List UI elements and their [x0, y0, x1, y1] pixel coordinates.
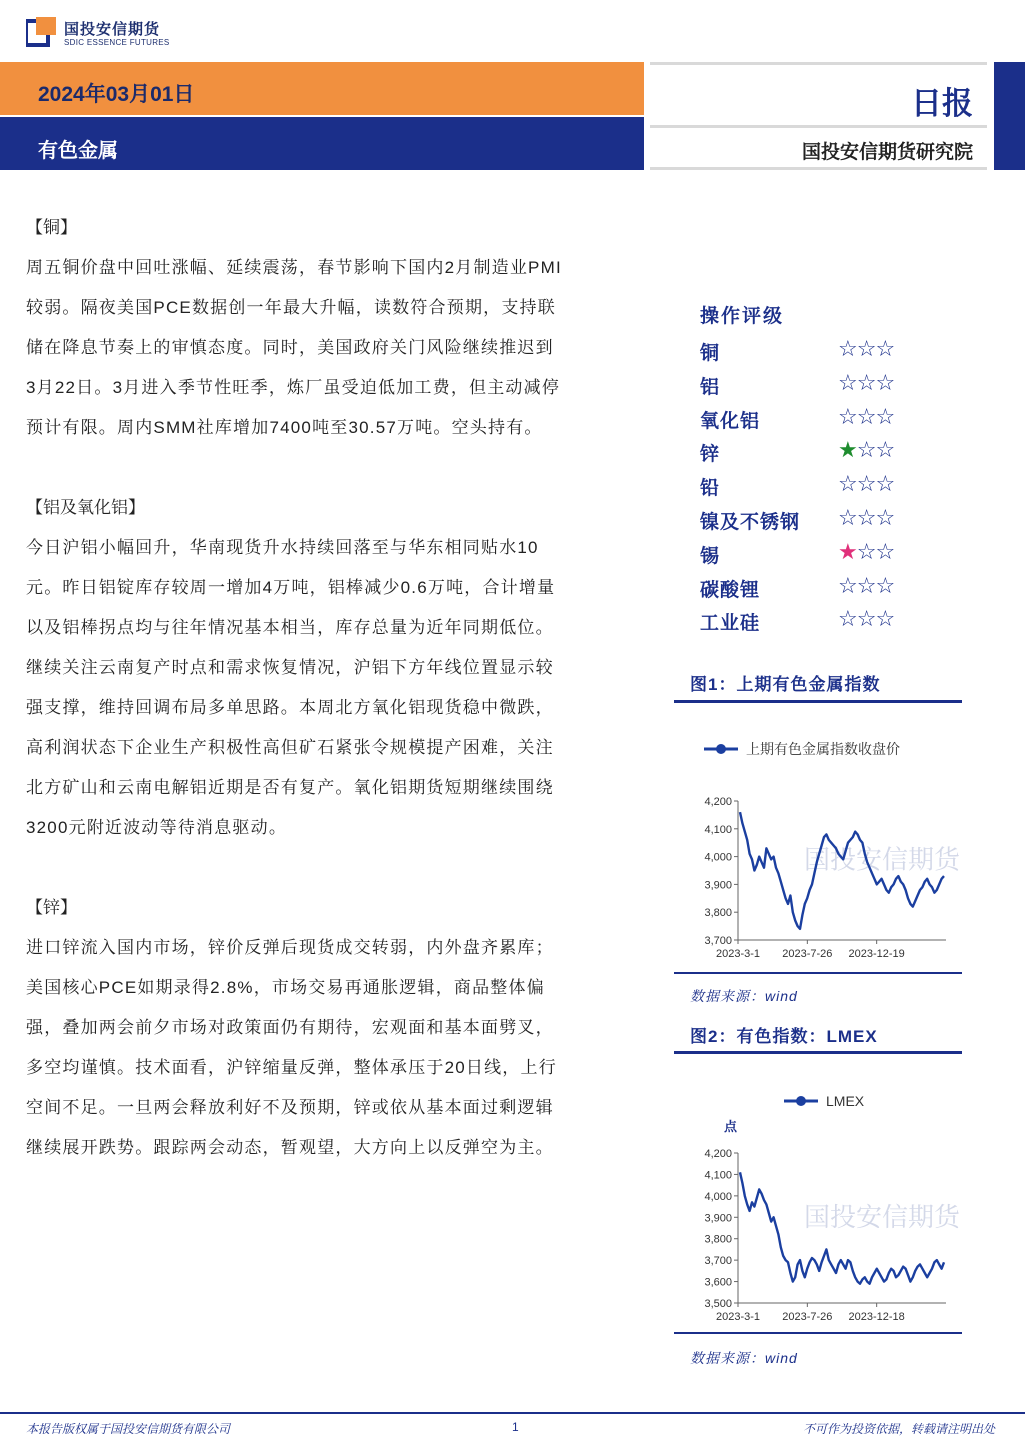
star-outline-icon: ☆ [838, 505, 857, 530]
rating-stars [838, 573, 894, 599]
y-tick-label: 3,800 [704, 907, 732, 920]
y-tick-label: 4,000 [704, 1190, 732, 1203]
rating-name: 铝 [700, 376, 721, 398]
legend-marker [796, 1096, 806, 1106]
section-aluminum [26, 488, 611, 848]
star-outline-icon: ☆ [856, 538, 876, 564]
rating-row [700, 402, 910, 436]
text-line: 高利润状态下企业生产积极性高但矿石紧张令规模提产困难，关注 [26, 738, 554, 757]
rating-row [700, 604, 910, 638]
text-line: 强，叠加两会前夕市场对政策面仍有期待，宏观面和基本面劈叉， [26, 1018, 554, 1037]
rating-name: 锡 [700, 545, 721, 567]
legend-label: LMEX [826, 1093, 865, 1109]
x-tick-label: 2023-7-26 [782, 948, 833, 960]
star-outline-icon: ☆ [856, 606, 876, 632]
text-line: 储在降息节奏上的审慎态度。同时，美国政府关门风险继续推迟到 [26, 338, 554, 357]
rating-stars [838, 404, 894, 430]
rating-row [700, 334, 910, 368]
text-line: 今日沪铝小幅回升，华南现货升水持续回落至与华东相同贴水10 [26, 538, 539, 557]
y-tick-label: 4,200 [704, 1148, 732, 1160]
rating-name: 镍及不锈钢 [700, 512, 801, 533]
figure-1-bottom-rule [674, 972, 962, 974]
legend-marker [716, 744, 726, 754]
text-line: 周五铜价盘中回吐涨幅、延续震荡，春节影响下国内2月制造业PMI [26, 258, 562, 277]
rating-name: 铅 [700, 478, 721, 500]
rating-title: 操作评级 [700, 306, 785, 327]
figure-2-title: 图2：有色指数：LMEX [690, 1027, 878, 1046]
x-tick-label: 2023-3-1 [715, 1311, 761, 1323]
rating-stars [838, 539, 894, 565]
x-tick-label: 2023-7-26 [782, 1311, 833, 1323]
logo-text-cn: 国投安信期货 [64, 21, 161, 38]
rating-stars [838, 370, 894, 396]
star-outline-icon: ☆ [838, 606, 857, 632]
report-type: 日报 [911, 86, 973, 121]
rating-stars [838, 437, 894, 463]
logo-text-en: SDIC ESSENCE FUTURES [64, 38, 170, 47]
text-line: 以及铝棒拐点均与往年情况基本相当，库存总量为近年同期低位。 [26, 618, 554, 637]
star-outline-icon: ☆ [856, 369, 876, 395]
star-outline-icon: ☆ [838, 572, 857, 598]
text-line: 3200元附近波动等待消息驱动。 [26, 818, 288, 837]
page-number: 1 [512, 1420, 519, 1434]
star-outline-icon: ☆ [875, 403, 895, 429]
header-divider-bottom [650, 167, 987, 170]
section-body [26, 248, 611, 448]
star-outline-icon: ☆ [875, 505, 895, 530]
section-body [26, 528, 611, 848]
text-line: 北方矿山和云南电解铝近期是否有复产。氧化铝期货短期继续围绕 [26, 778, 554, 797]
text-line: 继续展开跌势。跟踪两会动态，暂观望，大方向上以反弹空为主。 [26, 1138, 554, 1157]
x-tick-label: 2023-12-19 [848, 948, 905, 960]
figure-2-bottom-rule [674, 1332, 962, 1334]
text-line: 强支撑，维持回调布局多单思路。本周北方氧化铝现货稳中微跌， [26, 698, 554, 717]
y-tick-label: 3,600 [704, 1276, 732, 1289]
header-side-block [994, 62, 1025, 170]
figure-2-chart [674, 1054, 962, 1334]
star-outline-icon: ☆ [856, 336, 876, 361]
star-outline-icon: ☆ [875, 471, 895, 497]
logo-icon [26, 17, 56, 47]
rating-stars [838, 505, 894, 531]
star-outline-icon: ☆ [875, 572, 895, 598]
star-outline-icon: ☆ [875, 437, 895, 463]
figure-1-source: 数据来源：wind [690, 988, 798, 1004]
star-outline-icon: ☆ [838, 403, 857, 429]
legend-label: 上期有色金属指数收盘价 [746, 741, 900, 757]
section-title: 【锌】 [26, 898, 77, 917]
text-line: 继续关注云南复产时点和需求恢复情况，沪铝下方年线位置显示较 [26, 658, 554, 677]
section-copper [26, 208, 611, 448]
rating-row [700, 469, 910, 503]
star-outline-icon: ☆ [838, 471, 857, 497]
rating-name: 锌 [700, 444, 721, 466]
text-line: 预计有限。周内SMM社库增加7400吨至30.57万吨。空头持有。 [26, 418, 543, 437]
watermark-text: 国投安信期货 [803, 844, 961, 875]
header-divider-top [650, 62, 987, 65]
x-tick-label: 2023-12-18 [848, 1311, 905, 1323]
x-tick-label: 2023-3-1 [715, 948, 761, 960]
header-divider-mid [650, 125, 987, 128]
star-outline-icon: ☆ [875, 336, 895, 361]
star-outline-icon: ☆ [856, 437, 876, 463]
rating-name: 铜 [700, 343, 721, 364]
watermark-text: 国投安信期货 [803, 1202, 961, 1232]
y-tick-label: 3,900 [704, 879, 732, 892]
section-body [26, 928, 611, 1168]
star-outline-icon: ☆ [856, 403, 876, 429]
rating-row [700, 435, 910, 469]
text-line: 多空均谨慎。技术面看，沪锌缩量反弹，整体承压于20日线，上行 [26, 1058, 557, 1077]
rating-row [700, 571, 910, 605]
star-outline-icon: ☆ [838, 336, 857, 361]
text-line: 元。昨日铝锭库存较周一增加4万吨，铝棒减少0.6万吨，合计增量 [26, 578, 556, 597]
text-line: 较弱。隔夜美国PCE数据创一年最大升幅，读数符合预期，支持联 [26, 298, 556, 317]
star-outline-icon: ☆ [856, 505, 876, 530]
section-title: 【铝及氧化铝】 [26, 498, 145, 517]
y-tick-label: 3,900 [704, 1212, 732, 1225]
star-outline-icon: ☆ [856, 471, 876, 497]
rating-stars [838, 336, 894, 362]
star-outline-icon: ☆ [875, 369, 895, 395]
rating-stars [838, 606, 894, 632]
footer-rule [0, 1412, 1025, 1414]
footer-disclaimer: 不可作为投资依据，转载请注明出处 [802, 1422, 995, 1436]
institute-name: 国投安信期货研究院 [801, 142, 973, 163]
section-zinc [26, 888, 611, 1168]
rating-row [700, 503, 910, 537]
report-category: 有色金属 [38, 140, 118, 162]
star-filled-icon: ★ [838, 437, 857, 463]
figure-1-title: 图1：上期有色金属指数 [690, 675, 881, 694]
y-tick-label: 3,800 [704, 1233, 732, 1246]
rating-name: 氧化铝 [700, 410, 761, 432]
star-filled-icon: ★ [838, 538, 857, 564]
y-tick-label: 4,100 [704, 1169, 732, 1182]
y-tick-label: 3,700 [704, 935, 732, 947]
text-line: 进口锌流入国内市场，锌价反弹后现货成交转弱，内外盘齐累库； [26, 938, 554, 957]
rating-row [700, 368, 910, 402]
rating-name: 碳酸锂 [700, 579, 761, 601]
y-tick-label: 4,100 [704, 823, 732, 836]
text-line: 美国核心PCE如期录得2.8%，市场交易再通胀逻辑，商品整体偏 [26, 978, 545, 997]
rating-name: 工业硅 [700, 613, 761, 635]
text-line: 空间不足。一旦两会释放利好不及预期，锌或依从基本面过剩逻辑 [26, 1098, 554, 1117]
rating-row [700, 537, 910, 571]
footer-copyright: 本报告版权属于国投安信期货有限公司 [26, 1422, 231, 1436]
star-outline-icon: ☆ [875, 606, 895, 632]
y-tick-label: 3,500 [704, 1298, 732, 1310]
rating-stars [838, 471, 894, 497]
y-axis-unit: 点 [724, 1119, 738, 1134]
y-tick-label: 4,200 [704, 796, 732, 808]
star-outline-icon: ☆ [856, 572, 876, 598]
figure-2-source: 数据来源：wind [690, 1350, 798, 1366]
text-line: 3月22日。3月进入季节性旺季，炼厂虽受迫低加工费，但主动减停 [26, 378, 561, 397]
report-date: 2024年03月01日 [38, 83, 195, 106]
y-tick-label: 3,700 [704, 1255, 732, 1268]
figure-1-chart [674, 703, 962, 973]
y-tick-label: 4,000 [704, 851, 732, 864]
section-title: 【铜】 [26, 218, 77, 237]
star-outline-icon: ☆ [838, 369, 857, 395]
star-outline-icon: ☆ [875, 538, 895, 564]
